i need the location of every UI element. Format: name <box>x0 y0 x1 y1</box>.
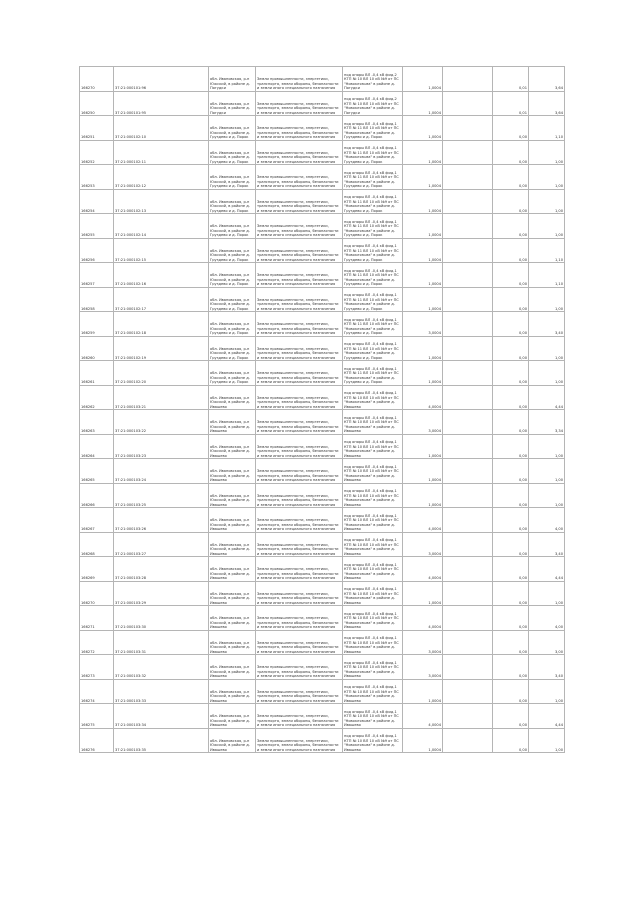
location: обл. Ивановская, р-н Южский, в районе д. Ивашево <box>209 630 256 655</box>
land-category: Земли промышленности, энергетики, транспорта, земли обороны, безопасности и земли иного специального назначения <box>256 116 343 141</box>
total-value: 1,00 <box>529 336 565 361</box>
total-value: 1,00 <box>529 434 565 459</box>
area-value: 0,00 <box>493 238 529 263</box>
permitted-use: под опоры ВЛ -0,4 кВ фид.1 КТП № 11 ВЛ 10 кВ №9 от ПС "Новоклязьма" в районе д. Груздево и д. Порок <box>343 361 403 386</box>
document-sheet <box>79 66 564 753</box>
total-value: 4,00 <box>529 508 565 533</box>
table-row <box>80 312 565 337</box>
area-value: 0,00 <box>493 557 529 582</box>
area-value: 0,00 <box>493 361 529 386</box>
table-row <box>80 557 565 582</box>
permitted-use: под опоры ВЛ -0,4 кВ фид.2 КТП № 10 ВЛ 10 кВ №9 от ПС "Новоклязьма" в районе д. Погудки <box>343 91 403 116</box>
table-body <box>80 67 565 753</box>
area-value: 0,00 <box>493 655 529 680</box>
table-row <box>80 728 565 753</box>
row-id: 166272 <box>80 630 114 655</box>
land-category: Земли промышленности, энергетики, транспорта, земли обороны, безопасности и земли иного специального назначения <box>256 165 343 190</box>
area-value: 0,00 <box>493 263 529 288</box>
total-value: 4,44 <box>529 704 565 729</box>
table-row <box>80 165 565 190</box>
location: обл. Ивановская, р-н Южский, в районе д. Груздево и д. Порок <box>209 116 256 141</box>
total-value: 3,40 <box>529 312 565 337</box>
spacer-cell <box>443 238 493 263</box>
area-value: 0,00 <box>493 532 529 557</box>
table-row <box>80 116 565 141</box>
land-category: Земли промышленности, энергетики, транспорта, земли обороны, безопасности и земли иного специального назначения <box>256 483 343 508</box>
cadastral-number: 37:21:000103:22 <box>114 410 209 435</box>
cadastral-number: 37:21:000102:14 <box>114 214 209 239</box>
unit-value: 1,0004 <box>403 336 443 361</box>
total-value: 1,00 <box>529 140 565 165</box>
permitted-use: под опоры ВЛ -0,4 кВ фид.1 КТП № 11 ВЛ 10 кВ №9 от ПС "Новоклязьма" в районе д. Груздево и д. Порок <box>343 312 403 337</box>
permitted-use: под опоры ВЛ -0,4 кВ фид.1 КТП № 11 ВЛ 10 кВ №9 от ПС "Новоклязьма" в районе д. Груздево и д. Порок <box>343 336 403 361</box>
cadastral-number: 37:21:000102:13 <box>114 189 209 214</box>
cadastral-number: 37:21:000102:11 <box>114 140 209 165</box>
permitted-use: под опоры ВЛ -0,4 кВ фид.1 КТП № 10 ВЛ 10 кВ №9 от ПС "Новоклязьма" в районе д. Ивашево <box>343 581 403 606</box>
table-row <box>80 287 565 312</box>
cadastral-number: 37:21:000103:21 <box>114 385 209 410</box>
spacer-cell <box>443 91 493 116</box>
permitted-use: под опоры ВЛ -0,4 кВ фид.1 КТП № 10 ВЛ 10 кВ №9 от ПС "Новоклязьма" в районе д. Ивашево <box>343 655 403 680</box>
row-id: 166270 <box>80 581 114 606</box>
land-category: Земли промышленности, энергетики, транспорта, земли обороны, безопасности и земли иного специального назначения <box>256 287 343 312</box>
land-category: Земли промышленности, энергетики, транспорта, земли обороны, безопасности и земли иного специального назначения <box>256 238 343 263</box>
total-value: 1,00 <box>529 728 565 753</box>
land-category: Земли промышленности, энергетики, транспорта, земли обороны, безопасности и земли иного специального назначения <box>256 67 343 92</box>
permitted-use: под опоры ВЛ -0,4 кВ фид.1 КТП № 10 ВЛ 10 кВ №9 от ПС "Новоклязьма" в районе д. Ивашево <box>343 483 403 508</box>
cadastral-number: 37:21:000103:27 <box>114 532 209 557</box>
cadastral-number: 37:21:000102:17 <box>114 287 209 312</box>
spacer-cell <box>443 606 493 631</box>
cadastral-number: 37:21:000103:30 <box>114 606 209 631</box>
unit-value: 1,0004 <box>403 287 443 312</box>
location: обл. Ивановская, р-н Южский, в районе д. Ивашево <box>209 704 256 729</box>
location: обл. Ивановская, р-н Южский, в районе д. Ивашево <box>209 728 256 753</box>
location: обл. Ивановская, р-н Южский, в районе д. Груздево и д. Порок <box>209 312 256 337</box>
row-id: 166264 <box>80 434 114 459</box>
row-id: 166255 <box>80 214 114 239</box>
unit-value: 4,0004 <box>403 385 443 410</box>
cadastral-number: 37:21:000103:31 <box>114 630 209 655</box>
total-value: 1,10 <box>529 238 565 263</box>
area-value: 0,00 <box>493 165 529 190</box>
spacer-cell <box>443 508 493 533</box>
location: обл. Ивановская, р-н Южский, в районе д. Ивашево <box>209 459 256 484</box>
total-value: 3,34 <box>529 410 565 435</box>
unit-value: 1,0004 <box>403 116 443 141</box>
total-value: 1,10 <box>529 263 565 288</box>
land-category: Земли промышленности, энергетики, транспорта, земли обороны, безопасности и земли иного специального назначения <box>256 140 343 165</box>
unit-value: 1,0004 <box>403 214 443 239</box>
row-id: 166260 <box>80 336 114 361</box>
spacer-cell <box>443 361 493 386</box>
location: обл. Ивановская, р-н Южский, в районе д. Ивашево <box>209 655 256 680</box>
location: обл. Ивановская, р-н Южский, в районе д. Ивашево <box>209 679 256 704</box>
area-value: 0,00 <box>493 508 529 533</box>
spacer-cell <box>443 630 493 655</box>
permitted-use: под опоры ВЛ -0,4 кВ фид.1 КТП № 10 ВЛ 10 кВ №9 от ПС "Новоклязьма" в районе д. Ивашево <box>343 557 403 582</box>
unit-value: 1,0004 <box>403 679 443 704</box>
location: обл. Ивановская, р-н Южский, в районе д. Груздево и д. Порок <box>209 238 256 263</box>
unit-value: 3,0004 <box>403 532 443 557</box>
table-row <box>80 655 565 680</box>
row-id: 166261 <box>80 361 114 386</box>
unit-value: 1,0004 <box>403 434 443 459</box>
permitted-use: под опоры ВЛ -0,4 кВ фид.1 КТП № 11 ВЛ 10 кВ №9 от ПС "Новоклязьма" в районе д. Груздево и д. Порок <box>343 214 403 239</box>
cadastral-number: 37:21:000102:16 <box>114 263 209 288</box>
spacer-cell <box>443 483 493 508</box>
permitted-use: под опоры ВЛ -0,4 кВ фид.1 КТП № 10 ВЛ 10 кВ №9 от ПС "Новоклязьма" в районе д. Ивашево <box>343 410 403 435</box>
unit-value: 1,0004 <box>403 165 443 190</box>
total-value: 1,00 <box>529 165 565 190</box>
table-row <box>80 704 565 729</box>
area-value: 0,00 <box>493 287 529 312</box>
location: обл. Ивановская, р-н Южский, в районе д. Погудки <box>209 67 256 92</box>
area-value: 0,00 <box>493 483 529 508</box>
land-category: Земли промышленности, энергетики, транспорта, земли обороны, безопасности и земли иного специального назначения <box>256 532 343 557</box>
unit-value: 3,0004 <box>403 312 443 337</box>
total-value: 1,00 <box>529 459 565 484</box>
row-id: 166266 <box>80 483 114 508</box>
spacer-cell <box>443 165 493 190</box>
unit-value: 3,0004 <box>403 630 443 655</box>
cadastral-number: 37:21:000103:28 <box>114 557 209 582</box>
permitted-use: под опоры ВЛ -0,4 кВ фид.1 КТП № 11 ВЛ 10 кВ №9 от ПС "Новоклязьма" в районе д. Груздево и д. Порок <box>343 140 403 165</box>
location: обл. Ивановская, р-н Южский, в районе д. Погудки <box>209 91 256 116</box>
land-category: Земли промышленности, энергетики, транспорта, земли обороны, безопасности и земли иного специального назначения <box>256 385 343 410</box>
permitted-use: под опоры ВЛ -0,4 кВ фид.1 КТП № 10 ВЛ 10 кВ №9 от ПС "Новоклязьма" в районе д. Ивашево <box>343 704 403 729</box>
permitted-use: под опоры ВЛ -0,4 кВ фид.1 КТП № 11 ВЛ 10 кВ №9 от ПС "Новоклязьма" в районе д. Груздево и д. Порок <box>343 287 403 312</box>
row-id: 166275 <box>80 704 114 729</box>
total-value: 1,00 <box>529 581 565 606</box>
permitted-use: под опоры ВЛ -0,4 кВ фид.2 КТП № 10 ВЛ 10 кВ №9 от ПС "Новоклязьма" в районе д. Погудки <box>343 67 403 92</box>
spacer-cell <box>443 704 493 729</box>
cadastral-number: 37:21:000102:10 <box>114 116 209 141</box>
unit-value: 1,0004 <box>403 483 443 508</box>
row-id: 166263 <box>80 410 114 435</box>
cadastral-number: 37:21:000103:34 <box>114 704 209 729</box>
total-value: 4,44 <box>529 557 565 582</box>
table-row <box>80 434 565 459</box>
table-row <box>80 361 565 386</box>
cadastral-number: 37:21:000101:95 <box>114 91 209 116</box>
table-row <box>80 581 565 606</box>
cadastral-number: 37:21:000103:23 <box>114 434 209 459</box>
row-id: 166274 <box>80 679 114 704</box>
land-category: Земли промышленности, энергетики, транспорта, земли обороны, безопасности и земли иного специального назначения <box>256 581 343 606</box>
location: обл. Ивановская, р-н Южский, в районе д. Груздево и д. Порок <box>209 214 256 239</box>
row-id: 166257 <box>80 263 114 288</box>
spacer-cell <box>443 581 493 606</box>
total-value: 1,00 <box>529 189 565 214</box>
land-category: Земли промышленности, энергетики, транспорта, земли обороны, безопасности и земли иного специального назначения <box>256 630 343 655</box>
cadastral-number: 37:21:000101:96 <box>114 67 209 92</box>
cadastral-number: 37:21:000103:26 <box>114 508 209 533</box>
location: обл. Ивановская, р-н Южский, в районе д. Ивашево <box>209 581 256 606</box>
land-category: Земли промышленности, энергетики, транспорта, земли обороны, безопасности и земли иного специального назначения <box>256 679 343 704</box>
table-row <box>80 91 565 116</box>
row-id: 166259 <box>80 312 114 337</box>
total-value: 1,00 <box>529 679 565 704</box>
total-value: 3,40 <box>529 532 565 557</box>
cadastral-number: 37:21:000103:25 <box>114 483 209 508</box>
spacer-cell <box>443 459 493 484</box>
permitted-use: под опоры ВЛ -0,4 кВ фид.1 КТП № 11 ВЛ 10 кВ №9 от ПС "Новоклязьма" в районе д. Груздево и д. Порок <box>343 189 403 214</box>
area-value: 0,00 <box>493 459 529 484</box>
land-category: Земли промышленности, энергетики, транспорта, земли обороны, безопасности и земли иного специального назначения <box>256 214 343 239</box>
total-value: 4,44 <box>529 385 565 410</box>
table-row <box>80 238 565 263</box>
location: обл. Ивановская, р-н Южский, в районе д. Ивашево <box>209 434 256 459</box>
spacer-cell <box>443 532 493 557</box>
total-value: 1,10 <box>529 116 565 141</box>
permitted-use: под опоры ВЛ -0,4 кВ фид.1 КТП № 10 ВЛ 10 кВ №9 от ПС "Новоклязьма" в районе д. Ивашево <box>343 630 403 655</box>
area-value: 0,00 <box>493 704 529 729</box>
permitted-use: под опоры ВЛ -0,4 кВ фид.1 КТП № 11 ВЛ 10 кВ №9 от ПС "Новоклязьма" в районе д. Груздево и д. Порок <box>343 238 403 263</box>
row-id: 166253 <box>80 165 114 190</box>
table-row <box>80 140 565 165</box>
table-row <box>80 189 565 214</box>
cadastral-number: 37:21:000102:19 <box>114 336 209 361</box>
land-category: Земли промышленности, энергетики, транспорта, земли обороны, безопасности и земли иного специального назначения <box>256 336 343 361</box>
area-value: 0,00 <box>493 434 529 459</box>
spacer-cell <box>443 434 493 459</box>
land-category: Земли промышленности, энергетики, транспорта, земли обороны, безопасности и земли иного специального назначения <box>256 728 343 753</box>
row-id: 166262 <box>80 385 114 410</box>
location: обл. Ивановская, р-н Южский, в районе д. Груздево и д. Порок <box>209 263 256 288</box>
cadastral-number: 37:21:000103:32 <box>114 655 209 680</box>
row-id: 166273 <box>80 655 114 680</box>
unit-value: 3,0004 <box>403 410 443 435</box>
area-value: 0,00 <box>493 581 529 606</box>
row-id: 166271 <box>80 606 114 631</box>
table-row <box>80 67 565 92</box>
location: обл. Ивановская, р-н Южский, в районе д. Ивашево <box>209 508 256 533</box>
row-id: 166265 <box>80 459 114 484</box>
area-value: 0,00 <box>493 336 529 361</box>
spacer-cell <box>443 557 493 582</box>
land-category: Земли промышленности, энергетики, транспорта, земли обороны, безопасности и земли иного специального назначения <box>256 189 343 214</box>
row-id: 166270 <box>80 67 114 92</box>
table-row <box>80 679 565 704</box>
cadastral-number: 37:21:000102:20 <box>114 361 209 386</box>
spacer-cell <box>443 336 493 361</box>
location: обл. Ивановская, р-н Южский, в районе д. Груздево и д. Порок <box>209 336 256 361</box>
area-value: 0,00 <box>493 630 529 655</box>
cadastral-number: 37:21:000102:12 <box>114 165 209 190</box>
total-value: 1,00 <box>529 361 565 386</box>
permitted-use: под опоры ВЛ -0,4 кВ фид.1 КТП № 11 ВЛ 10 кВ №9 от ПС "Новоклязьма" в районе д. Груздево и д. Порок <box>343 116 403 141</box>
table-row <box>80 459 565 484</box>
land-category: Земли промышленности, энергетики, транспорта, земли обороны, безопасности и земли иного специального назначения <box>256 508 343 533</box>
unit-value: 1,0004 <box>403 140 443 165</box>
total-value: 4,00 <box>529 606 565 631</box>
permitted-use: под опоры ВЛ -0,4 кВ фид.1 КТП № 10 ВЛ 10 кВ №9 от ПС "Новоклязьма" в районе д. Ивашево <box>343 532 403 557</box>
unit-value: 1,0004 <box>403 361 443 386</box>
permitted-use: под опоры ВЛ -0,4 кВ фид.1 КТП № 10 ВЛ 10 кВ №9 от ПС "Новоклязьма" в районе д. Ивашево <box>343 728 403 753</box>
permitted-use: под опоры ВЛ -0,4 кВ фид.1 КТП № 11 ВЛ 10 кВ №9 от ПС "Новоклязьма" в районе д. Груздево и д. Порок <box>343 165 403 190</box>
total-value: 1,00 <box>529 287 565 312</box>
row-id: 166252 <box>80 140 114 165</box>
unit-value: 4,0004 <box>403 557 443 582</box>
location: обл. Ивановская, р-н Южский, в районе д. Ивашево <box>209 606 256 631</box>
unit-value: 1,0004 <box>403 581 443 606</box>
area-value: 0,01 <box>493 91 529 116</box>
area-value: 0,00 <box>493 728 529 753</box>
spacer-cell <box>443 140 493 165</box>
table-row <box>80 336 565 361</box>
area-value: 0,00 <box>493 679 529 704</box>
land-category: Земли промышленности, энергетики, транспорта, земли обороны, безопасности и земли иного специального назначения <box>256 655 343 680</box>
cadastral-number: 37:21:000103:29 <box>114 581 209 606</box>
cadastral-number: 37:21:000103:35 <box>114 728 209 753</box>
unit-value: 1,0004 <box>403 263 443 288</box>
land-category: Земли промышленности, энергетики, транспорта, земли обороны, безопасности и земли иного специального назначения <box>256 91 343 116</box>
table-row <box>80 532 565 557</box>
row-id: 166276 <box>80 728 114 753</box>
spacer-cell <box>443 679 493 704</box>
location: обл. Ивановская, р-н Южский, в районе д. Ивашево <box>209 483 256 508</box>
row-id: 166258 <box>80 287 114 312</box>
total-value: 1,00 <box>529 483 565 508</box>
permitted-use: под опоры ВЛ -0,4 кВ фид.1 КТП № 10 ВЛ 10 кВ №9 от ПС "Новоклязьма" в районе д. Ивашево <box>343 606 403 631</box>
table-row <box>80 385 565 410</box>
spacer-cell <box>443 312 493 337</box>
spacer-cell <box>443 263 493 288</box>
land-category: Земли промышленности, энергетики, транспорта, земли обороны, безопасности и земли иного специального назначения <box>256 704 343 729</box>
row-id: 166267 <box>80 508 114 533</box>
location: обл. Ивановская, р-н Южский, в районе д. Груздево и д. Порок <box>209 287 256 312</box>
area-value: 0,00 <box>493 385 529 410</box>
area-value: 0,00 <box>493 189 529 214</box>
unit-value: 4,0004 <box>403 704 443 729</box>
spacer-cell <box>443 655 493 680</box>
row-id: 166269 <box>80 557 114 582</box>
unit-value: 4,0004 <box>403 508 443 533</box>
spacer-cell <box>443 116 493 141</box>
row-id: 166268 <box>80 532 114 557</box>
location: обл. Ивановская, р-н Южский, в районе д. Ивашево <box>209 557 256 582</box>
area-value: 0,00 <box>493 214 529 239</box>
area-value: 0,00 <box>493 116 529 141</box>
land-category: Земли промышленности, энергетики, транспорта, земли обороны, безопасности и земли иного специального назначения <box>256 557 343 582</box>
permitted-use: под опоры ВЛ -0,4 кВ фид.1 КТП № 10 ВЛ 10 кВ №9 от ПС "Новоклязьма" в районе д. Ивашево <box>343 434 403 459</box>
unit-value: 1,0004 <box>403 238 443 263</box>
table-row <box>80 630 565 655</box>
permitted-use: под опоры ВЛ -0,4 кВ фид.1 КТП № 10 ВЛ 10 кВ №9 от ПС "Новоклязьма" в районе д. Ивашево <box>343 679 403 704</box>
location: обл. Ивановская, р-н Южский, в районе д. Груздево и д. Порок <box>209 165 256 190</box>
permitted-use: под опоры ВЛ -0,4 кВ фид.1 КТП № 10 ВЛ 10 кВ №9 от ПС "Новоклязьма" в районе д. Ивашево <box>343 385 403 410</box>
area-value: 0,00 <box>493 606 529 631</box>
unit-value: 3,0004 <box>403 655 443 680</box>
row-id: 166254 <box>80 189 114 214</box>
permitted-use: под опоры ВЛ -0,4 кВ фид.1 КТП № 10 ВЛ 10 кВ №9 от ПС "Новоклязьма" в районе д. Ивашево <box>343 459 403 484</box>
table-row <box>80 508 565 533</box>
spacer-cell <box>443 728 493 753</box>
total-value: 3,40 <box>529 655 565 680</box>
cadastral-number: 37:21:000102:18 <box>114 312 209 337</box>
total-value: 3,64 <box>529 67 565 92</box>
row-id: 166256 <box>80 238 114 263</box>
location: обл. Ивановская, р-н Южский, в районе д. Груздево и д. Порок <box>209 140 256 165</box>
unit-value: 1,0004 <box>403 728 443 753</box>
permitted-use: под опоры ВЛ -0,4 кВ фид.1 КТП № 10 ВЛ 10 кВ №9 от ПС "Новоклязьма" в районе д. Ивашево <box>343 508 403 533</box>
total-value: 1,00 <box>529 214 565 239</box>
table-row <box>80 263 565 288</box>
land-category: Земли промышленности, энергетики, транспорта, земли обороны, безопасности и земли иного специального назначения <box>256 361 343 386</box>
unit-value: 1,0004 <box>403 189 443 214</box>
land-parcels-table <box>79 66 565 753</box>
table-row <box>80 606 565 631</box>
land-category: Земли промышленности, энергетики, транспорта, земли обороны, безопасности и земли иного специального назначения <box>256 312 343 337</box>
area-value: 0,00 <box>493 140 529 165</box>
permitted-use: под опоры ВЛ -0,4 кВ фид.1 КТП № 11 ВЛ 10 кВ №9 от ПС "Новоклязьма" в районе д. Груздево и д. Порок <box>343 263 403 288</box>
land-category: Земли промышленности, энергетики, транспорта, земли обороны, безопасности и земли иного специального назначения <box>256 434 343 459</box>
unit-value: 1,0004 <box>403 67 443 92</box>
total-value: 3,64 <box>529 91 565 116</box>
land-category: Земли промышленности, энергетики, транспорта, земли обороны, безопасности и земли иного специального назначения <box>256 263 343 288</box>
spacer-cell <box>443 214 493 239</box>
land-category: Земли промышленности, энергетики, транспорта, земли обороны, безопасности и земли иного специального назначения <box>256 459 343 484</box>
unit-value: 1,0004 <box>403 91 443 116</box>
table-row <box>80 410 565 435</box>
cadastral-number: 37:21:000103:24 <box>114 459 209 484</box>
land-category: Земли промышленности, энергетики, транспорта, земли обороны, безопасности и земли иного специального назначения <box>256 410 343 435</box>
spacer-cell <box>443 287 493 312</box>
spacer-cell <box>443 385 493 410</box>
cadastral-number: 37:21:000102:15 <box>114 238 209 263</box>
location: обл. Ивановская, р-н Южский, в районе д. Груздево и д. Порок <box>209 189 256 214</box>
table-row <box>80 214 565 239</box>
area-value: 0,00 <box>493 410 529 435</box>
location: обл. Ивановская, р-н Южский, в районе д. Груздево и д. Порок <box>209 361 256 386</box>
area-value: 0,00 <box>493 312 529 337</box>
spacer-cell <box>443 189 493 214</box>
land-category: Земли промышленности, энергетики, транспорта, земли обороны, безопасности и земли иного специального назначения <box>256 606 343 631</box>
cadastral-number: 37:21:000103:33 <box>114 679 209 704</box>
location: обл. Ивановская, р-н Южский, в районе д. Ивашево <box>209 532 256 557</box>
area-value: 0,01 <box>493 67 529 92</box>
total-value: 3,00 <box>529 630 565 655</box>
spacer-cell <box>443 410 493 435</box>
row-id: 166251 <box>80 116 114 141</box>
spacer-cell <box>443 67 493 92</box>
unit-value: 1,0004 <box>403 459 443 484</box>
unit-value: 4,0004 <box>403 606 443 631</box>
location: обл. Ивановская, р-н Южский, в районе д. Ивашево <box>209 410 256 435</box>
row-id: 166250 <box>80 91 114 116</box>
location: обл. Ивановская, р-н Южский, в районе д. Ивашево <box>209 385 256 410</box>
table-row <box>80 483 565 508</box>
